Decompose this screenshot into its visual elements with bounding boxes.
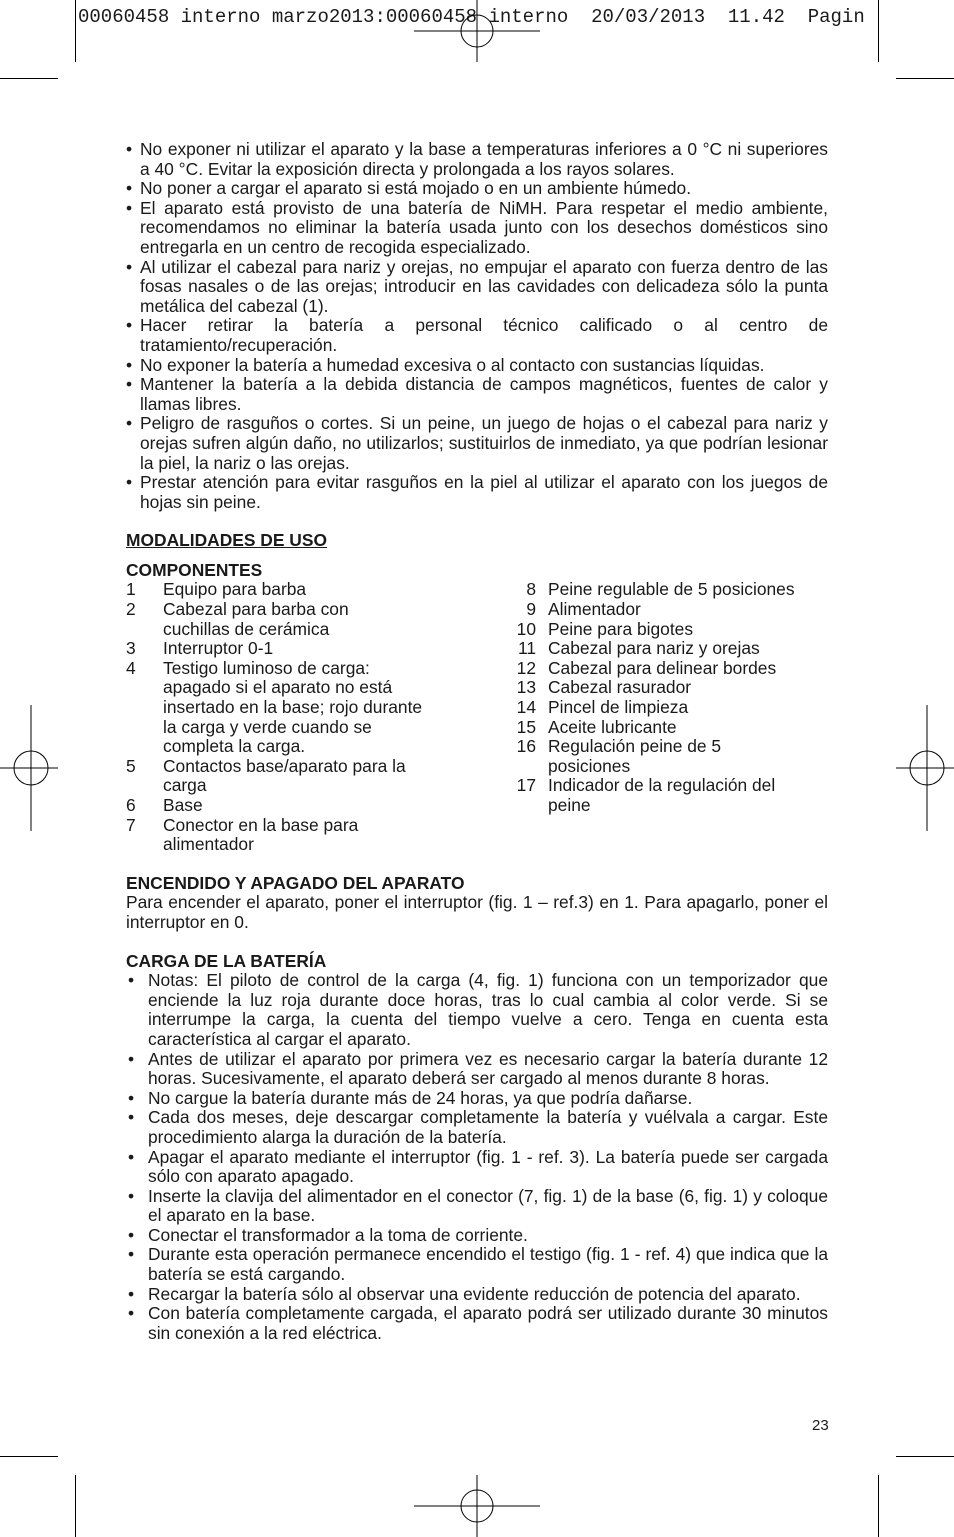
list-item: • Conectar el transformador a la toma de corriente. <box>126 1226 828 1246</box>
list-item: • Con batería completamente cargada, el aparato podrá ser utilizado durante 30 minutos sin conexión a la red eléctrica. <box>126 1304 828 1343</box>
list-item: 15 Aceite lubricante <box>516 716 677 737</box>
registration-mark-bottom <box>414 1475 542 1537</box>
list-item: • Cada dos meses, deje descargar completamente la batería y vuélvala a cargar. Este procedimiento alarga la duración de la batería. <box>126 1108 828 1147</box>
list-item: 13 Cabezal rasurador <box>516 677 692 698</box>
list-item: • No exponer la batería a humedad excesiva o al contacto con sustancias líquidas. <box>126 356 828 376</box>
crop-mark <box>878 1475 879 1537</box>
list-item: • Apagar el aparato mediante el interruptor (fig. 1 - ref. 3). La batería puede ser cargada sólo con aparato apagado. <box>126 1148 828 1187</box>
list-item: 17 Indicador de la regulación del peine <box>516 775 776 815</box>
list-item: • No cargue la batería durante más de 24 horas, ya que podría dañarse. <box>126 1089 828 1109</box>
charge-heading: CARGA DE LA BATERÍA <box>126 950 327 971</box>
power-paragraph: Para encender el aparato, poner el interruptor (fig. 1 – ref.3) en 1. Para apagarlo, poner el interruptor en 0. <box>126 892 828 932</box>
list-item: • No exponer ni utilizar el aparato y la base a temperaturas inferiores a 0 °C ni superiores a 40 °C. Evitar la exposición directa y prolongada a los rayos solares. <box>126 140 828 179</box>
components-column-right <box>499 580 828 854</box>
components-list <box>126 580 828 854</box>
crop-mark <box>75 1475 76 1537</box>
list-item: 1 Equipo para barba <box>126 579 307 600</box>
registration-mark-right <box>894 705 954 831</box>
list-item: • Hacer retirar la batería a personal técnico calificado o al centro de tratamiento/recuperación. <box>126 316 828 355</box>
list-item: 3 Interruptor 0-1 <box>126 638 274 659</box>
crop-mark <box>896 78 954 79</box>
list-item: • Durante esta operación permanece encendido el testigo (fig. 1 - ref. 4) que indica que la batería se está cargando. <box>126 1245 828 1284</box>
list-item: • Peligro de rasguños o cortes. Si un peine, un juego de hojas o el cabezal para nariz y orejas sufren algún daño, no utilizarlos; sustituirlos de inmediato, ya que podrían lesionar la piel, la nariz o las orejas. <box>126 414 828 473</box>
crop-mark <box>75 0 76 62</box>
list-item: 12 Cabezal para delinear bordes <box>516 657 777 678</box>
list-item: 16 Regulación peine de 5 posiciones <box>516 736 722 776</box>
crop-mark <box>878 0 879 62</box>
crop-mark <box>896 1456 954 1457</box>
crop-mark <box>0 1456 58 1457</box>
print-slug-header: 00060458 interno marzo2013:00060458 interno 20/03/2013 11.42 Pagin <box>78 6 865 28</box>
components-column-left <box>126 580 499 854</box>
list-item: • Antes de utilizar el aparato por primera vez es necesario cargar la batería durante 12 horas. Sucesivamente, el aparato deberá ser cargado al menos durante 8 horas. <box>126 1050 828 1089</box>
list-item: • Prestar atención para evitar rasguños en la piel al utilizar el aparato con los juegos de hojas sin peine. <box>126 473 828 512</box>
list-item: • Recargar la batería sólo al observar una evidente reducción de potencia del aparato. <box>126 1285 828 1305</box>
list-item: 7 Conector en la base para alimentador <box>126 814 359 855</box>
list-item: 11 Cabezal para nariz y orejas <box>517 638 760 659</box>
list-item: 8 Peine regulable de 5 posiciones <box>526 579 795 600</box>
power-heading: ENCENDIDO Y APAGADO DEL APARATO <box>126 872 465 893</box>
registration-mark-top <box>414 0 542 62</box>
list-item: 4 Testigo luminoso de carga: apagado si el aparato no está insertado en la base; rojo durante la carga y verde cuando se completa la carga. <box>126 657 423 757</box>
list-item: • Inserte la clavija del alimentador en el conector (7, fig. 1) de la base (6, fig. 1) y coloque el aparato en la base. <box>126 1187 828 1226</box>
list-item: 5 Contactos base/aparato para la carga <box>126 755 406 796</box>
list-item: • Mantener la batería a la debida distancia de campos magnéticos, fuentes de calor y llamas libres. <box>126 375 828 414</box>
list-item: • Notas: El piloto de control de la carga (4, fig. 1) funciona con un temporizador que enciende la luz roja durante doce horas, tras lo cual cambia al color verde. Si se interrumpe la carga, la cuenta del tiempo vuelve a cero. Tenga en cuenta esta característica al cargar el aparato. <box>126 971 828 1049</box>
list-item: 9 Alimentador <box>526 599 641 620</box>
charge-bullet-list <box>126 971 828 1343</box>
list-item: • El aparato está provisto de una batería de NiMH. Para respetar el medio ambiente, recomendamos no eliminar la batería usada junto con los desechos domésticos sino entregarla en un centro de recogida especializado. <box>126 199 828 258</box>
crop-mark <box>0 78 58 79</box>
safety-bullet-list <box>126 140 828 512</box>
list-item: 14 Pincel de limpieza <box>516 697 689 718</box>
components-heading: COMPONENTES <box>126 559 263 580</box>
list-item: 6 Base <box>126 795 203 815</box>
list-item: 2 Cabezal para barba con cuchillas de cerámica <box>126 599 349 639</box>
section-heading-usage: MODALIDADES DE USO <box>126 530 327 551</box>
list-item: • Al utilizar el cabezal para nariz y orejas, no empujar el aparato con fuerza dentro de las fosas nasales o de las orejas; introducir en las cavidades con delicadeza sólo la punta metálica del cabezal (1). <box>126 258 828 317</box>
list-item: • No poner a cargar el aparato si está mojado o en un ambiente húmedo. <box>126 179 828 199</box>
registration-mark-left <box>0 705 60 831</box>
list-item: 10 Peine para bigotes <box>516 618 694 639</box>
page-content <box>126 140 828 1343</box>
page-number: 23 <box>812 1417 829 1434</box>
